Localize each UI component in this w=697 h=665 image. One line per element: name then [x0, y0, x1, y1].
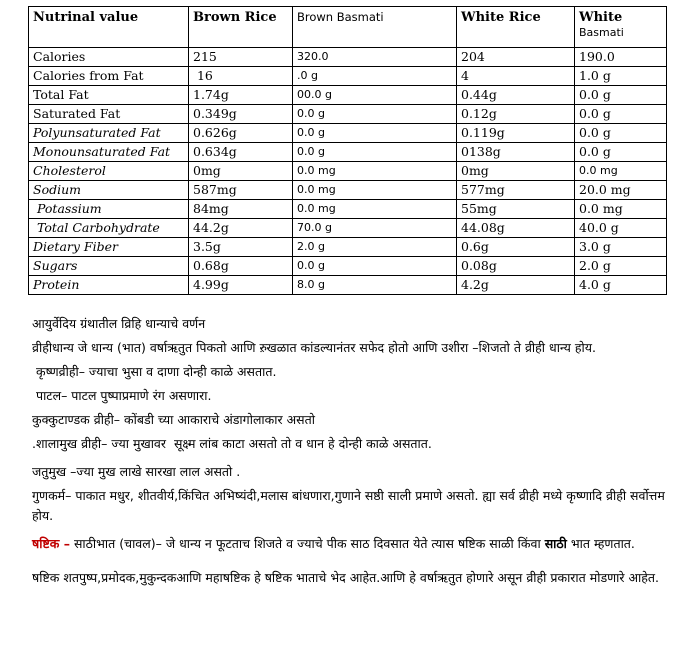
table-row: [29, 276, 667, 295]
table-row: [29, 105, 667, 124]
cell-white-basmati: 0.0 g: [575, 143, 667, 162]
section-heading: आयुर्वेदिय ग्रंथातील व्रिहि धान्याचे वर्णन: [32, 316, 206, 331]
header-white-basmati-line2: Basmati: [579, 26, 624, 39]
cell-white-rice: 0138g: [457, 143, 575, 162]
cell-brown-rice: 0mg: [189, 162, 293, 181]
cell-nutrient: Saturated Fat: [29, 105, 189, 124]
nutrition-table: [28, 6, 667, 295]
cell-brown-basmati: 0.0 g: [293, 124, 457, 143]
nutrition-table-container: [28, 6, 666, 295]
cell-white-basmati: 4.0 g: [575, 276, 667, 295]
cell-brown-rice: 84mg: [189, 200, 293, 219]
cell-nutrient: Potassium: [29, 200, 189, 219]
paragraph-vrihi-dhanya: व्रीहीधान्य जे धान्य (भात) वर्षाऋतुत पिकतो आणि ऱुखळात कांडल्यानंतर सफेद होतो आणि उशीरा –शिजतो ते व्रीही धान्य होय.: [32, 340, 596, 355]
shashtik-text-b: भात म्हणतात.: [566, 536, 635, 551]
header-white-basmati: [575, 7, 667, 48]
paragraph-kukkutandak: कुक्कुटाण्डक व्रीही– कोंबडी च्या आकाराचे अंडागोलाकार असतो: [32, 412, 315, 427]
cell-brown-basmati: 0.0 mg: [293, 162, 457, 181]
cell-white-basmati: 1.0 g: [575, 67, 667, 86]
shashtik-bold-word: साठी: [544, 536, 567, 551]
cell-nutrient: Calories from Fat: [29, 67, 189, 86]
cell-white-basmati: 190.0: [575, 48, 667, 67]
cell-brown-rice: 3.5g: [189, 238, 293, 257]
cell-brown-basmati: 2.0 g: [293, 238, 457, 257]
header-white-basmati-line1: White: [579, 10, 623, 25]
cell-white-basmati: 3.0 g: [575, 238, 667, 257]
cell-white-rice: 0.44g: [457, 86, 575, 105]
table-row: [29, 86, 667, 105]
table-row: [29, 67, 667, 86]
paragraph-gunakarma: गुणकर्म– पाकात मधुर, शीतवीर्य,किंचित अभिष्यंदी,मलास बांधणारा,गुणाने सष्ठी साली प्रमाणे असतो. ह्या सर्व व्रीही मध्ये कृष्णादि व्रीही सर्वोत्तम होय.: [32, 488, 665, 523]
table-row: [29, 257, 667, 276]
cell-brown-rice: 4.99g: [189, 276, 293, 295]
cell-white-basmati: 20.0 mg: [575, 181, 667, 200]
table-row: [29, 200, 667, 219]
cell-nutrient: Sodium: [29, 181, 189, 200]
cell-brown-rice: 0.349g: [189, 105, 293, 124]
cell-nutrient: Total Fat: [29, 86, 189, 105]
cell-brown-rice: 587mg: [189, 181, 293, 200]
table-row: [29, 181, 667, 200]
header-brown-rice: Brown Rice: [189, 7, 293, 48]
paragraph-patal: पाटल– पाटल पुष्पाप्रमाणे रंग असणारा.: [32, 388, 212, 403]
cell-brown-basmati: 00.0 g: [293, 86, 457, 105]
cell-white-basmati: 0.0 g: [575, 105, 667, 124]
paragraph-shashtik-types: षष्टिक शतपुष्प,प्रमोदक,मुकुन्दकआणि महाषष्टिक हे षष्टिक भाताचे भेद आहेत.आणि हे वर्षाऋतुत होणारे असून व्रीही प्रकारात मोडणारे आहेत.: [32, 570, 660, 585]
cell-white-rice: 44.08g: [457, 219, 575, 238]
cell-white-rice: 55mg: [457, 200, 575, 219]
paragraph-krishna-vrihi: कृष्णव्रीही– ज्याचा भुसा व दाणा दोन्ही काळे असतात.: [32, 364, 277, 379]
table-row: [29, 162, 667, 181]
cell-white-rice: 0.6g: [457, 238, 575, 257]
table-row: [29, 143, 667, 162]
table-header-row: [29, 7, 667, 48]
shashtik-text-a: साठीभात (चावल)– जे धान्य न फूटताच शिजते व ज्याचे पीक साठ दिवसात येते त्यास षष्टिक साळी किंवा: [69, 536, 545, 551]
cell-white-basmati: 0.0 mg: [575, 162, 667, 181]
cell-nutrient: Cholesterol: [29, 162, 189, 181]
cell-white-rice: 4.2g: [457, 276, 575, 295]
header-white-rice: White Rice: [457, 7, 575, 48]
shashtik-label: षष्टिक –: [32, 536, 70, 551]
table-row: [29, 48, 667, 67]
cell-white-rice: 0.119g: [457, 124, 575, 143]
table-row: [29, 124, 667, 143]
cell-brown-rice: 215: [189, 48, 293, 67]
cell-white-rice: 0mg: [457, 162, 575, 181]
cell-white-basmati: 0.0 g: [575, 124, 667, 143]
cell-white-rice: 0.08g: [457, 257, 575, 276]
cell-brown-rice: 16: [189, 67, 293, 86]
table-row: [29, 238, 667, 257]
cell-brown-basmati: 0.0 mg: [293, 181, 457, 200]
cell-nutrient: Total Carbohydrate: [29, 219, 189, 238]
cell-white-basmati: 0.0 mg: [575, 200, 667, 219]
cell-brown-rice: 44.2g: [189, 219, 293, 238]
cell-white-rice: 204: [457, 48, 575, 67]
cell-nutrient: Monounsaturated Fat: [29, 143, 189, 162]
paragraph-shashtik: [32, 534, 672, 554]
header-nutrinal-value: Nutrinal value: [29, 7, 189, 48]
paragraph-jatumukh: जतुमुख –ज्या मुख लाखे सारखा लाल असतो .: [32, 464, 241, 479]
cell-brown-basmati: 0.0 g: [293, 105, 457, 124]
cell-brown-rice: 1.74g: [189, 86, 293, 105]
cell-white-rice: 4: [457, 67, 575, 86]
paragraph-shalamukh: .शालामुख व्रीही– ज्या मुखावर सूक्ष्म लांब काटा असतो तो व धान हे दोन्ही काळे असतात.: [32, 436, 432, 451]
cell-white-basmati: 40.0 g: [575, 219, 667, 238]
cell-brown-basmati: .0 g: [293, 67, 457, 86]
cell-brown-basmati: 0.0 g: [293, 257, 457, 276]
cell-brown-basmati: 320.0: [293, 48, 457, 67]
cell-white-rice: 577mg: [457, 181, 575, 200]
header-brown-basmati: Brown Basmati: [293, 7, 457, 48]
cell-nutrient: Calories: [29, 48, 189, 67]
table-row: [29, 219, 667, 238]
cell-brown-basmati: 0.0 mg: [293, 200, 457, 219]
cell-nutrient: Polyunsaturated Fat: [29, 124, 189, 143]
cell-white-basmati: 2.0 g: [575, 257, 667, 276]
cell-brown-rice: 0.626g: [189, 124, 293, 143]
cell-white-rice: 0.12g: [457, 105, 575, 124]
cell-nutrient: Protein: [29, 276, 189, 295]
cell-brown-rice: 0.634g: [189, 143, 293, 162]
cell-nutrient: Sugars: [29, 257, 189, 276]
cell-brown-basmati: 0.0 g: [293, 143, 457, 162]
cell-brown-basmati: 8.0 g: [293, 276, 457, 295]
cell-white-basmati: 0.0 g: [575, 86, 667, 105]
cell-brown-basmati: 70.0 g: [293, 219, 457, 238]
description-text: [32, 314, 672, 588]
cell-brown-rice: 0.68g: [189, 257, 293, 276]
cell-nutrient: Dietary Fiber: [29, 238, 189, 257]
